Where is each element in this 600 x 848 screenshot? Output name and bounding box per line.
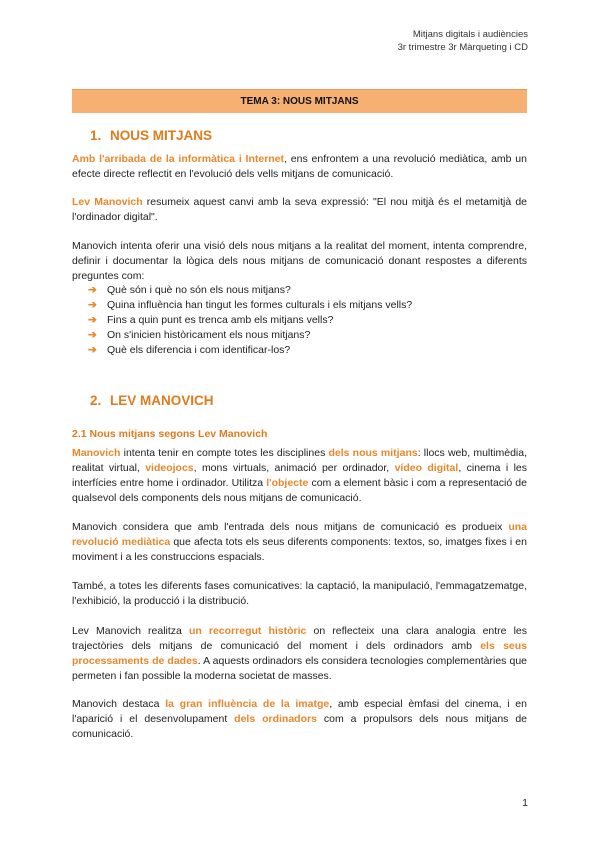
text: , ens enfrontem a una revolució mediàtica, amb un efecte directe reflectit en l'evolució dels vells mitjans de comunicació. <box>72 153 527 180</box>
text: intenta tenir en compte totes les disciplines <box>120 447 329 459</box>
topic-title: TEMA 3: NOUS MITJANS <box>240 96 359 107</box>
arrow-icon: ➔ <box>88 299 97 311</box>
section-1-title: NOUS MITJANS <box>110 128 213 143</box>
section-1-number: 1. <box>90 128 102 143</box>
highlight: els seus processaments de dades <box>72 640 527 667</box>
question-list <box>88 283 412 358</box>
highlight: dels ordinadors <box>234 713 317 725</box>
section-2-paragraph-1 <box>72 446 527 506</box>
text: . A aquests ordinadors els considera tecnologies complementàries que permeten i fan possible la moderna societat de masses. <box>72 655 527 682</box>
list-item <box>88 343 412 358</box>
text: Manovich considera que amb l'entrada dels nous mitjans de comunicació es produeix <box>72 521 509 533</box>
running-header <box>398 28 528 54</box>
text: com a propulsors dels nous mitjans de comunicació. <box>72 713 527 740</box>
highlight: una revolució mediàtica <box>72 521 527 548</box>
highlight: dels nous mitjans <box>328 447 418 459</box>
section-1-paragraph-2 <box>72 195 527 225</box>
page-number: 1 <box>522 797 528 809</box>
highlight: un recorregut històric <box>188 625 307 637</box>
section-2-paragraph-4 <box>72 624 527 684</box>
highlight: Manovich <box>72 447 121 459</box>
list-item <box>88 313 412 328</box>
text: : llocs web, multimèdia, realitat virtual, <box>72 447 528 474</box>
text: , mons virtuals, animació per ordinador, <box>193 462 395 474</box>
section-2-heading <box>90 393 214 408</box>
text: que afecta tots els seus diferents components: textos, so, imatges fixes i en moviment i a les construccions espacials. <box>72 536 527 563</box>
question-text: Fins a quin punt es trenca amb els mitjans vells? <box>107 314 334 326</box>
section-2-paragraph-3: També, a totes les diferents fases comunicatives: la captació, la manipulació, l'emmagatzematge, l'exhibició, la producció i la distribució. <box>72 580 527 607</box>
text: on reflecteix una clara analogia entre les trajectòries dels mitjans de comunicació del moment i dels ordinadors amb <box>72 625 528 652</box>
highlight: Amb l'arribada de la informàtica i Internet <box>72 153 285 165</box>
highlight: la gran influència de la imatge <box>165 698 330 710</box>
header-course: Mitjans digitals i audiències <box>412 29 528 40</box>
list-item <box>88 298 412 313</box>
question-text: On s'inicien històricament els nous mitjans? <box>107 329 311 341</box>
highlight: l'objecte <box>266 477 309 489</box>
highlight: vídeo digital <box>394 462 459 474</box>
arrow-icon: ➔ <box>88 344 97 356</box>
highlight: Lev Manovich <box>72 196 143 208</box>
arrow-icon: ➔ <box>88 284 97 296</box>
text: com a element bàsic i com a representació de qualsevol dels components dels nous mitjans de comunicació. <box>72 477 527 504</box>
text: resumeix aquest canvi amb la seva expressió: "El nou mitjà és el metamitjà de l'ordinador digital". <box>72 196 527 223</box>
list-item <box>88 328 412 343</box>
arrow-icon: ➔ <box>88 329 97 341</box>
section-1-paragraph-3: Manovich intenta oferir una visió dels nous mitjans a la realitat del moment, intenta comprendre, definir i documentar la lògica dels nous mitjans de comunicació donant respostes a diferents preguntes com: <box>72 240 527 282</box>
section-1-paragraph-1 <box>72 152 527 182</box>
text: , cinema i les interfícies entre home i ordinador. Utilitza <box>72 462 527 489</box>
section-1-heading <box>90 128 212 143</box>
topic-banner <box>72 89 527 113</box>
section-2-paragraph-5 <box>72 697 527 742</box>
arrow-icon: ➔ <box>88 314 97 326</box>
text: , amb especial èmfasi del cinema, i en l'aparició i el desenvolupament <box>72 698 527 725</box>
text: Manovich destaca <box>72 698 166 710</box>
question-text: Quina influència han tingut les formes culturals i els mitjans vells? <box>107 299 413 311</box>
section-2-number: 2. <box>90 393 102 408</box>
question-text: Què els diferencia i com identificar-los? <box>107 344 291 356</box>
section-2-paragraph-2 <box>72 520 527 565</box>
section-2-title: LEV MANOVICH <box>110 393 214 408</box>
text: Lev Manovich realitza <box>72 625 189 637</box>
question-text: Què són i què no són els nous mitjans? <box>107 284 291 296</box>
list-item <box>88 283 412 298</box>
header-term: 3r trimestre 3r Màrqueting i CD <box>397 42 528 53</box>
highlight: videojocs <box>145 462 194 474</box>
subsection-title: 2.1 Nous mitjans segons Lev Manovich <box>72 428 268 440</box>
